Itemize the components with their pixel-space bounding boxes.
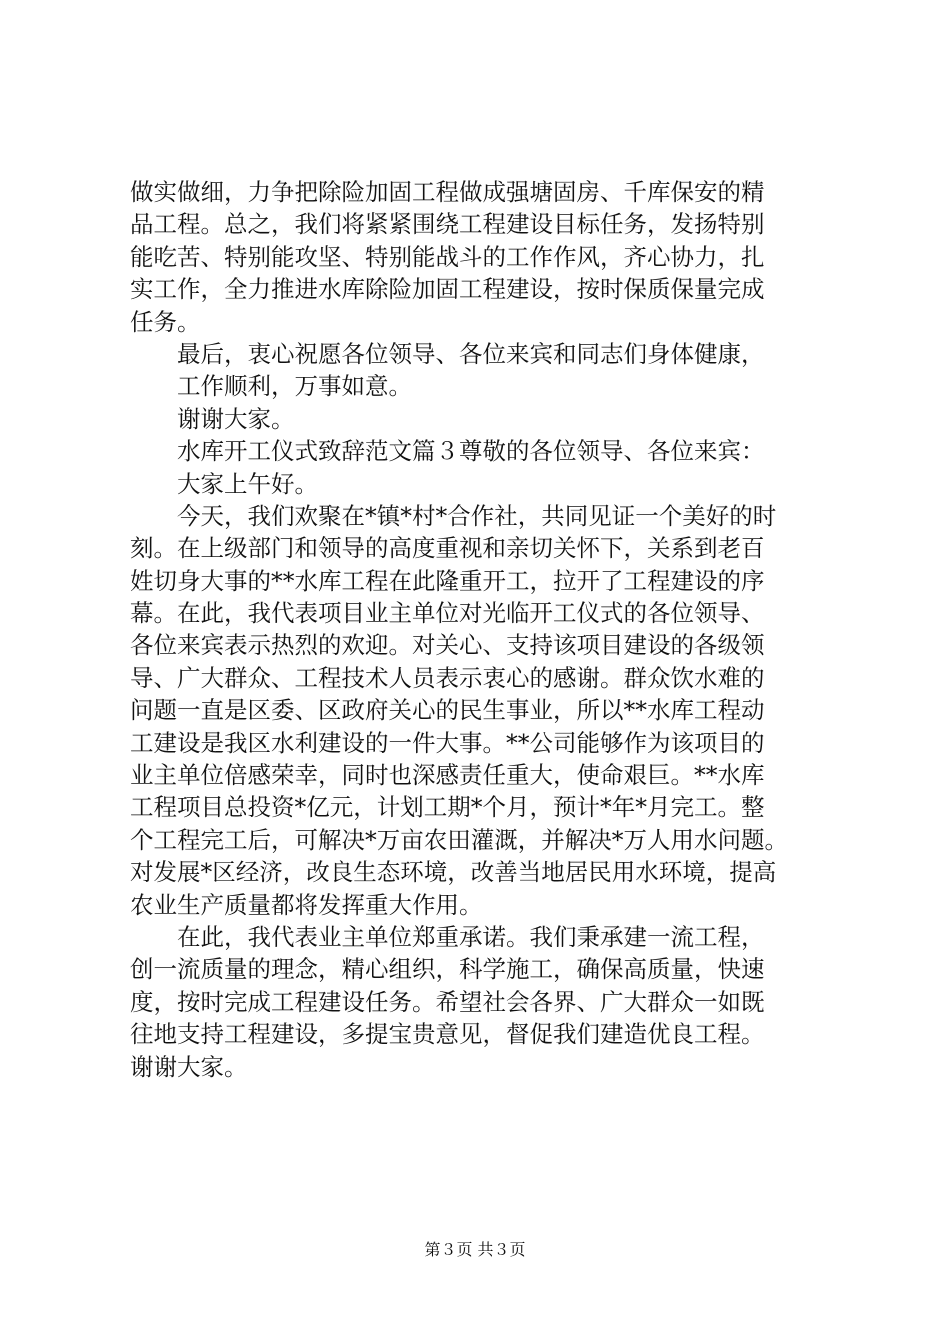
text-line: 业主单位倍感荣幸，同时也深感责任重大，使命艰巨。**水库	[130, 761, 765, 790]
text-line: 各位来宾表示热烈的欢迎。对关心、支持该项目建设的各级领	[130, 631, 765, 660]
text-line: 对发展*区经济，改良生态环境，改善当地居民用水环境，提高	[130, 858, 777, 887]
document-body	[130, 176, 830, 1083]
text-line: 品工程。总之，我们将紧紧围绕工程建设目标任务，发扬特别	[130, 210, 765, 239]
page-footer	[0, 1240, 950, 1260]
text-line: 往地支持工程建设，多提宝贵意见，督促我们建造优良工程。	[130, 1020, 765, 1049]
text-line: 刻。在上级部门和领导的高度重视和亲切关怀下，关系到老百	[130, 534, 765, 563]
text-line: 农业生产质量都将发挥重大作用。	[130, 890, 483, 919]
section-heading-line: 水库开工仪式致辞范文篇３尊敬的各位领导、各位来宾：	[177, 437, 765, 466]
text-line: 大家上午好。	[177, 469, 318, 498]
text-line: 幕。在此，我代表项目业主单位对光临开工仪式的各位领导、	[130, 599, 765, 628]
text-line: 能吃苦、特别能攻坚、特别能战斗的工作作风，齐心协力，扎	[130, 242, 765, 271]
text-line: 度，按时完成工程建设任务。希望社会各界、广大群众一如既	[130, 987, 765, 1016]
text-line: 在此，我代表业主单位郑重承诺。我们秉承建一流工程，	[177, 922, 765, 951]
page-number-label: 第３页 共３页	[424, 1240, 526, 1259]
text-line: 谢谢大家。	[130, 1052, 248, 1081]
text-line: 最后，衷心祝愿各位领导、各位来宾和同志们身体健康，	[177, 339, 765, 368]
text-line: 问题一直是区委、区政府关心的民生事业，所以**水库工程动	[130, 696, 765, 725]
text-line: 做实做细，力争把除险加固工程做成强塘固房、千库保安的精	[130, 178, 765, 206]
text-line: 个工程完工后，可解决*万亩农田灌溉，并解决*万人用水问题。	[130, 825, 788, 854]
text-line: 姓切身大事的**水库工程在此隆重开工，拉开了工程建设的序	[130, 566, 765, 595]
text-line: 创一流质量的理念，精心组织，科学施工，确保高质量，快速	[130, 955, 765, 984]
text-line: 今天，我们欢聚在*镇*村*合作社，共同见证一个美好的时	[177, 501, 777, 530]
text-line: 工作顺利，万事如意。	[177, 372, 412, 401]
text-line: 工程项目总投资*亿元，计划工期*个月，预计*年*月完工。整	[130, 793, 765, 822]
text-line: 导、广大群众、工程技术人员表示衷心的感谢。群众饮水难的	[130, 663, 765, 692]
text-line: 实工作，全力推进水库除险加固工程建设，按时保质保量完成	[130, 275, 765, 304]
text-line: 工建设是我区水利建设的一件大事。**公司能够作为该项目的	[130, 728, 765, 757]
text-line: 谢谢大家。	[177, 404, 295, 433]
text-line: 任务。	[130, 307, 201, 336]
